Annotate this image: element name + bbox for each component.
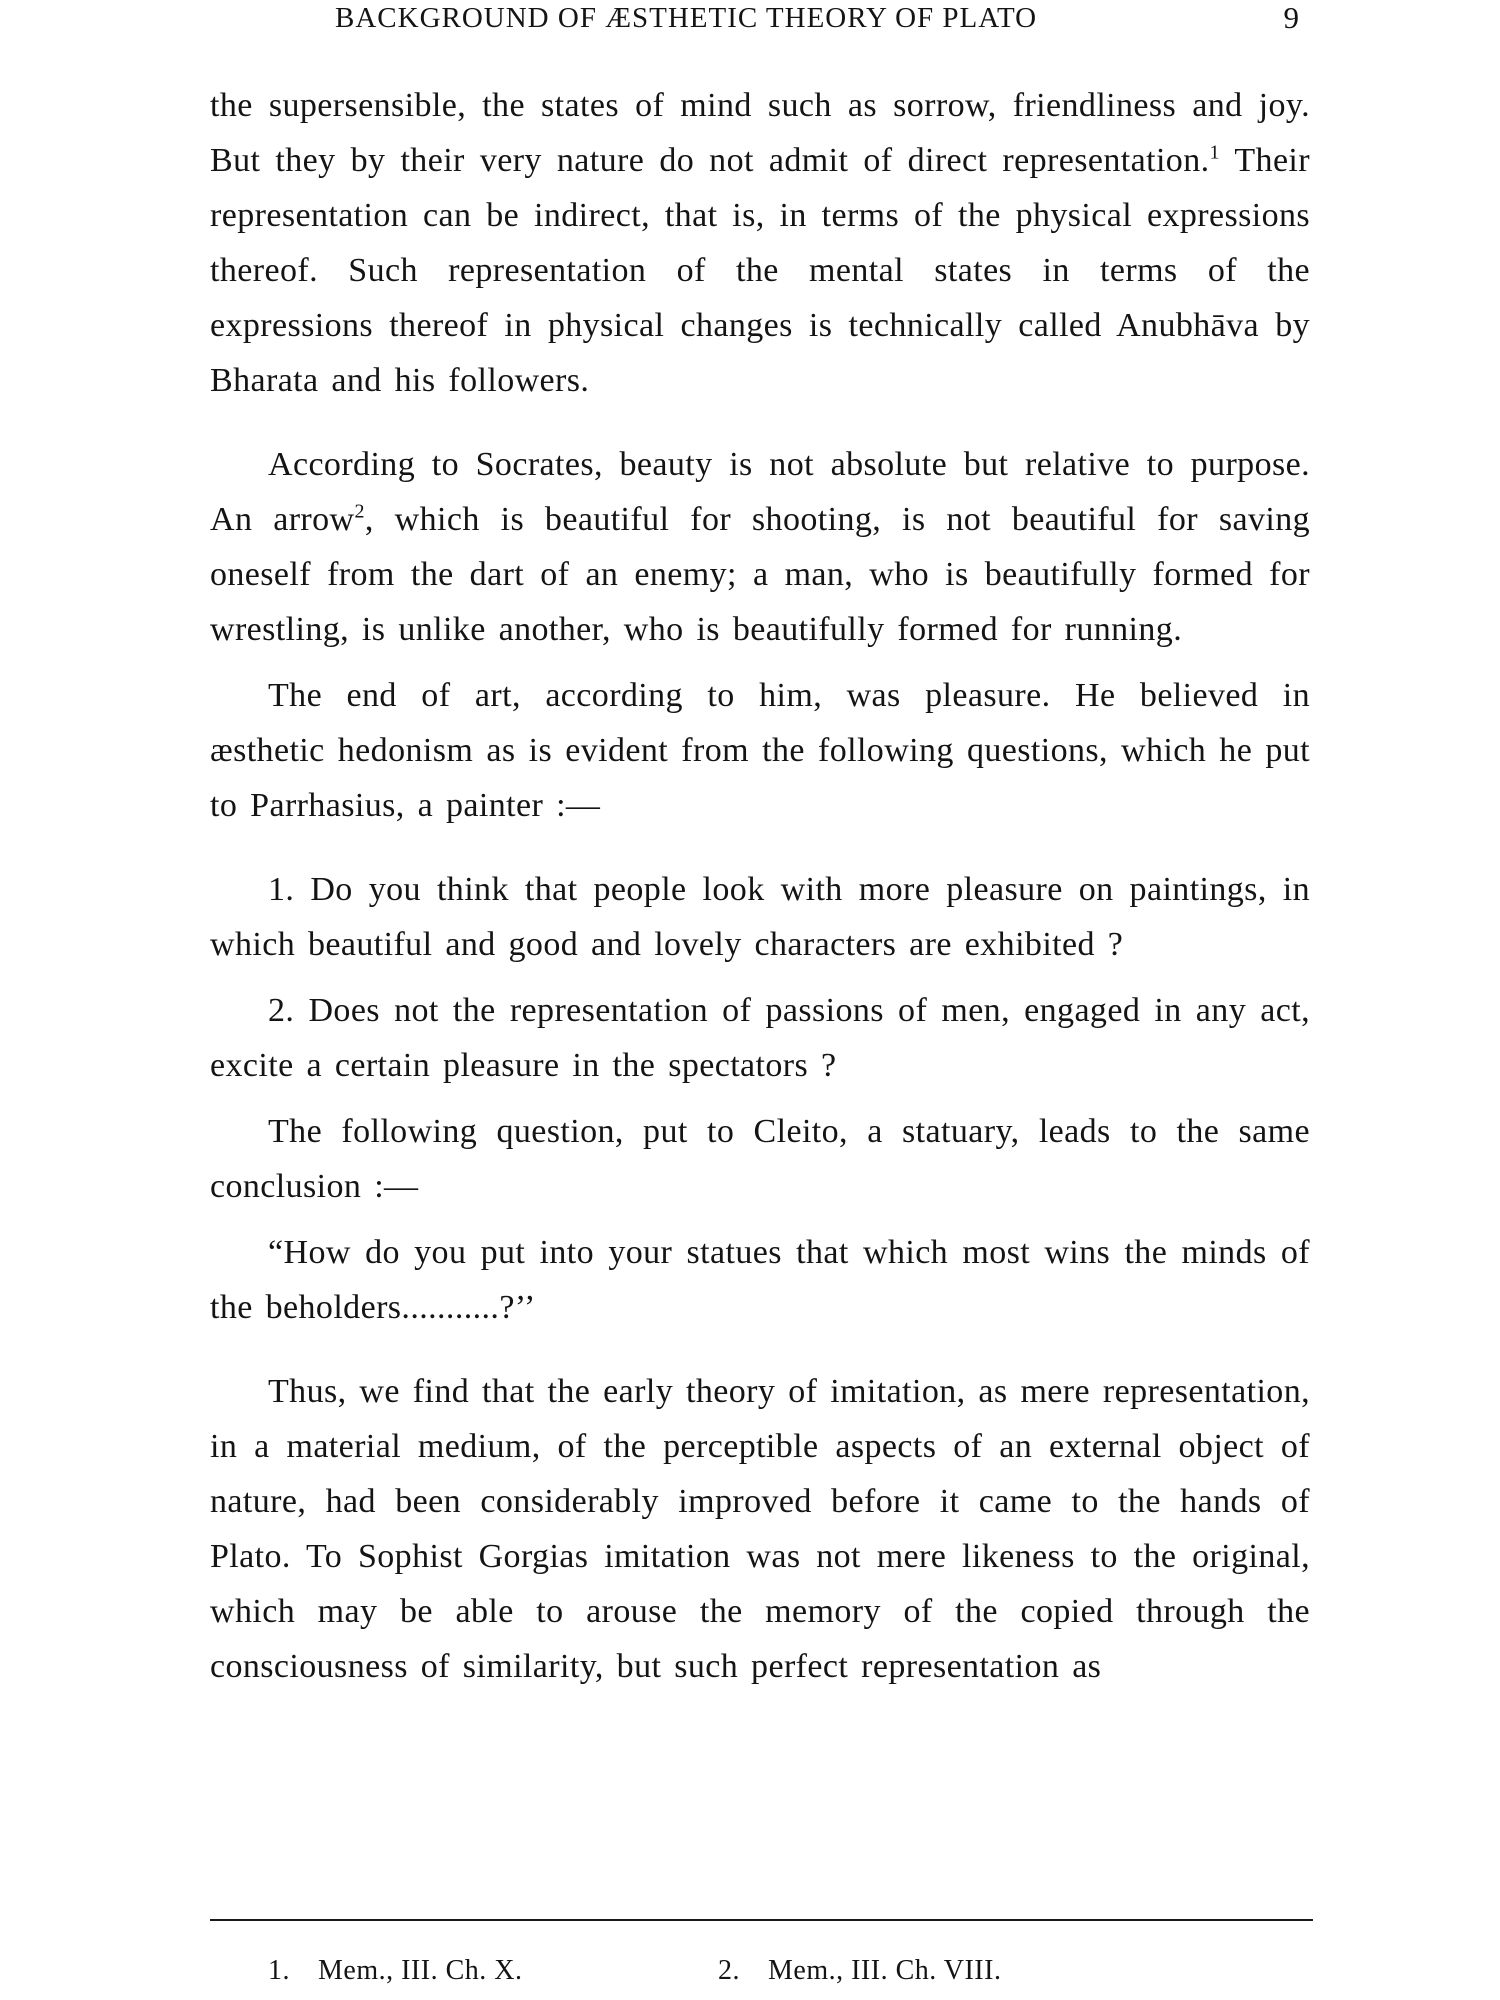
paragraph-text: , which is beautiful for shooting, is not beautiful for saving oneself from the dart of an enemy; a man, who is beautifully formed for wrestling, is unlike another, who is beautifully formed for running.: [210, 501, 1310, 648]
footnote-number: 2.: [718, 1955, 740, 1986]
paragraph-mental-states: [210, 78, 1310, 408]
footnote-text: Mem., III. Ch. VIII.: [768, 1955, 1002, 1986]
footnote-text: Mem., III. Ch. X.: [318, 1955, 523, 1986]
footnote-divider: [210, 1919, 1313, 1921]
paragraph-theory-of-imitation: Thus, we find that the early theory of imitation, as mere representation, in a material medium, of the perceptible aspects of an external object of nature, had been considerably improved before it came to the hands of Plato. To Sophist Gorgias imitation was not mere likeness to the original, which may be able to arouse the memory of the copied through the consciousness of similarity, but such perfect representation as: [210, 1373, 1310, 1685]
paragraph-end-of-art: The end of art, according to him, was pleasure. He believed in æsthetic hedonism as is evident from the following questions, which he put to Parrhasius, a painter :—: [210, 677, 1310, 824]
footnotes: [0, 1955, 1500, 1995]
body-text: [210, 78, 1310, 1694]
footnote-ref-2: 2: [354, 500, 365, 523]
question-one: 1. Do you think that people look with more pleasure on paintings, in which beautiful and good and lovely characters are exhibited ?: [210, 871, 1310, 963]
quotation-statues: “How do you put into your statues that which most wins the minds of the beholders...........?’’: [210, 1234, 1310, 1326]
question-two: 2. Does not the representation of passions of men, engaged in any act, excite a certain pleasure in the spectators ?: [210, 992, 1310, 1084]
paragraph-text: the supersensible, the states of mind such as sorrow, friendliness and joy. But they by their very nature do not admit of direct representation.: [210, 87, 1310, 179]
paragraph-text: According to Socrates, beauty is not absolute but relative to purpose. An arrow: [210, 446, 1310, 538]
running-title: BACKGROUND OF ÆSTHETIC THEORY OF PLATO: [335, 2, 1038, 34]
paragraph-cleito: The following question, put to Cleito, a statuary, leads to the same conclusion :—: [210, 1113, 1310, 1205]
footnote-1: [268, 1955, 522, 1987]
paragraph-socrates-beauty: [210, 437, 1310, 657]
footnote-number: 1.: [268, 1955, 290, 1986]
footnote-2: [718, 1955, 1001, 1987]
page-number: 9: [1283, 0, 1300, 35]
footnote-ref-1: 1: [1209, 141, 1220, 164]
paragraph-text: Their representation can be indirect, that is, in terms of the physical expressions thereof. Such representation of the mental states in terms of the expressions thereof in physical changes is technically called Anubhāva by Bharata and his followers.: [210, 142, 1310, 399]
running-head: [335, 0, 1320, 40]
